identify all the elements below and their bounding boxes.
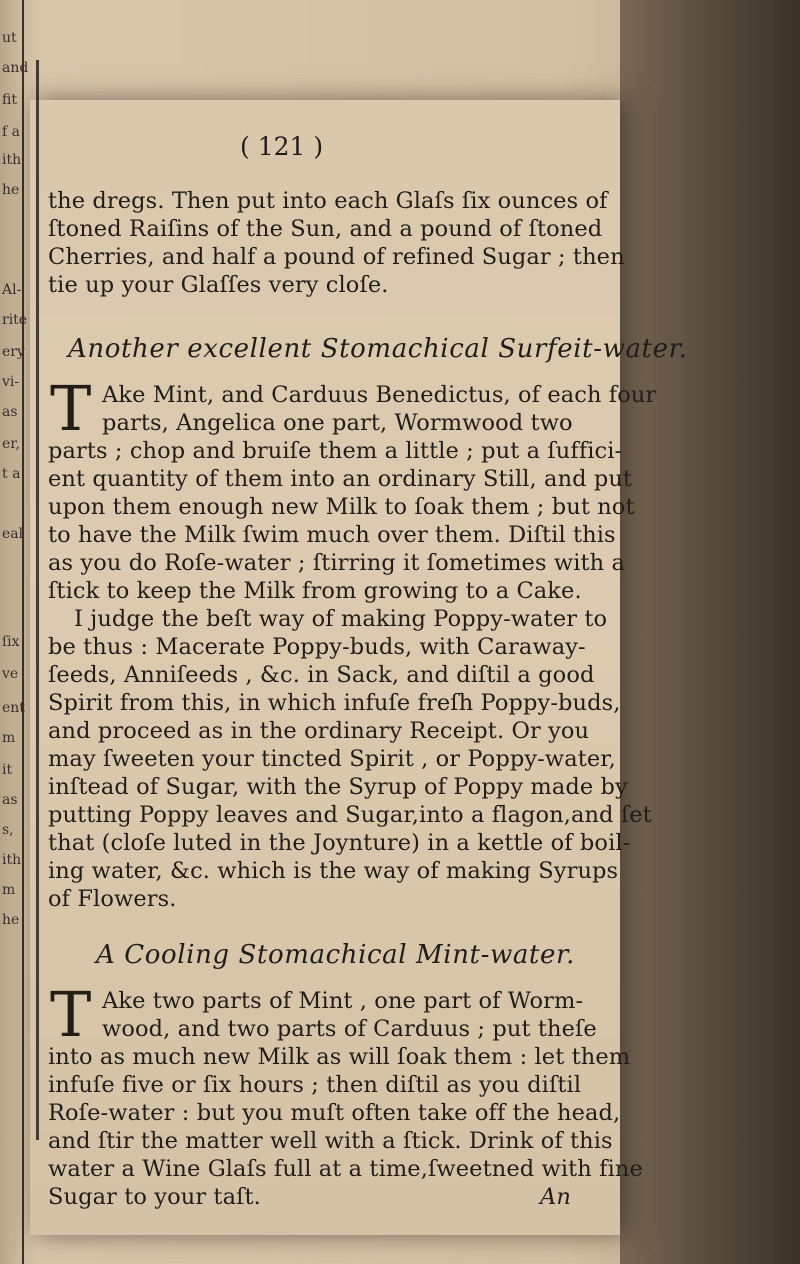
text-line: water a Wine Glaſs full at a time,ſweetned with fine bbox=[48, 1156, 643, 1182]
text-line: tie up your Glaſſes very cloſe. bbox=[48, 272, 389, 298]
text-line: may ſweeten your tincted Spirit , or Poppy-water, bbox=[48, 746, 616, 772]
margin-fragment: er, bbox=[2, 436, 20, 452]
margin-fragment: ery bbox=[2, 344, 25, 360]
text-line: upon them enough new Milk to ſoak them ; but not bbox=[48, 494, 635, 520]
text-line: infuſe five or ſix hours ; then diſtil as you diſtil bbox=[48, 1072, 582, 1098]
text-line: Sugar to your taſt. bbox=[48, 1184, 261, 1210]
margin-fragment: ſix bbox=[2, 634, 20, 650]
margin-fragment: ith bbox=[2, 852, 22, 868]
text-line: be thus : Macerate Poppy-buds, with Caraway- bbox=[48, 634, 586, 660]
text-line: to have the Milk ſwim much over them. Diſtil this bbox=[48, 522, 616, 548]
drop-cap: T bbox=[50, 978, 92, 1051]
margin-fragment: f a bbox=[2, 124, 20, 140]
margin-fragment: fit bbox=[2, 92, 17, 108]
section-heading: A Cooling Stomachical Mint-water. bbox=[96, 940, 576, 970]
previous-page-margin bbox=[0, 0, 29, 1264]
text-line: the dregs. Then put into each Glaſs ſix ounces of bbox=[48, 188, 608, 214]
margin-fragment: and bbox=[2, 60, 29, 76]
text-line: Ake two parts of Mint , one part of Worm- bbox=[102, 988, 584, 1014]
drop-cap: T bbox=[50, 372, 92, 445]
margin-fragment: ent bbox=[2, 700, 25, 716]
text-line: ing water, &c. which is the way of making Syrups bbox=[48, 858, 619, 884]
text-line: Ake Mint, and Carduus Benedictus, of each four bbox=[102, 382, 657, 408]
text-line: that (cloſe luted in the Joynture) in a kettle of boil- bbox=[48, 830, 631, 856]
text-line: ſtoned Raiſins of the Sun, and a pound of ſtoned bbox=[48, 216, 603, 242]
margin-fragment: as bbox=[2, 404, 18, 420]
section-heading: Another excellent Stomachical Surfeit-water. bbox=[68, 334, 688, 364]
margin-fragment: m bbox=[2, 730, 16, 746]
text-line: into as much new Milk as will ſoak them : let them bbox=[48, 1044, 631, 1070]
margin-fragment: Al- bbox=[2, 282, 22, 298]
text-line: and proceed as in the ordinary Receipt. Or you bbox=[48, 718, 590, 744]
margin-fragment: rite bbox=[2, 312, 28, 328]
margin-fragment: ut bbox=[2, 30, 17, 46]
text-line: wood, and two parts of Carduus ; put theſe bbox=[102, 1016, 597, 1042]
margin-fragment: as bbox=[2, 792, 18, 808]
text-line: Roſe-water : but you muſt often take off the head, bbox=[48, 1100, 621, 1126]
margin-fragment: vi- bbox=[2, 374, 20, 390]
margin-fragment: s, bbox=[2, 822, 14, 838]
text-line: Cherries, and half a pound of refined Sugar ; then bbox=[48, 244, 625, 270]
text-line: parts ; chop and bruiſe them a little ; put a ſuffici- bbox=[48, 438, 623, 464]
page-gutter-line bbox=[36, 60, 39, 1140]
margin-fragment: it bbox=[2, 762, 13, 778]
text-line: of Flowers. bbox=[48, 886, 177, 912]
text-line: ſeeds, Anniſeeds , &c. in Sack, and diſtil a good bbox=[48, 662, 595, 688]
text-line: ſtick to keep the Milk from growing to a Cake. bbox=[48, 578, 582, 604]
text-line: and ſtir the matter well with a ſtick. Drink of this bbox=[48, 1128, 613, 1154]
margin-fragment: he bbox=[2, 912, 20, 928]
text-line: inſtead of Sugar, with the Syrup of Poppy made by bbox=[48, 774, 628, 800]
margin-fragment: ve bbox=[2, 666, 19, 682]
text-line: putting Poppy leaves and Sugar,into a flagon,and ſet bbox=[48, 802, 652, 828]
margin-fragment: eal bbox=[2, 526, 24, 542]
margin-fragment: t a bbox=[2, 466, 21, 482]
facing-page-shadow bbox=[620, 0, 800, 1264]
catchword: An bbox=[540, 1184, 571, 1210]
page-number: ( 121 ) bbox=[240, 132, 324, 161]
margin-fragment: ith bbox=[2, 152, 22, 168]
text-line: ent quantity of them into an ordinary Still, and put bbox=[48, 466, 633, 492]
margin-fragment: he bbox=[2, 182, 20, 198]
text-line: I judge the beſt way of making Poppy-water to bbox=[74, 606, 608, 632]
text-line: Spirit from this, in which infuſe freſh Poppy-buds, bbox=[48, 690, 621, 716]
margin-fragment: m bbox=[2, 882, 16, 898]
text-line: as you do Roſe-water ; ſtirring it ſometimes with a bbox=[48, 550, 625, 576]
text-line: parts, Angelica one part, Wormwood two bbox=[102, 410, 573, 436]
